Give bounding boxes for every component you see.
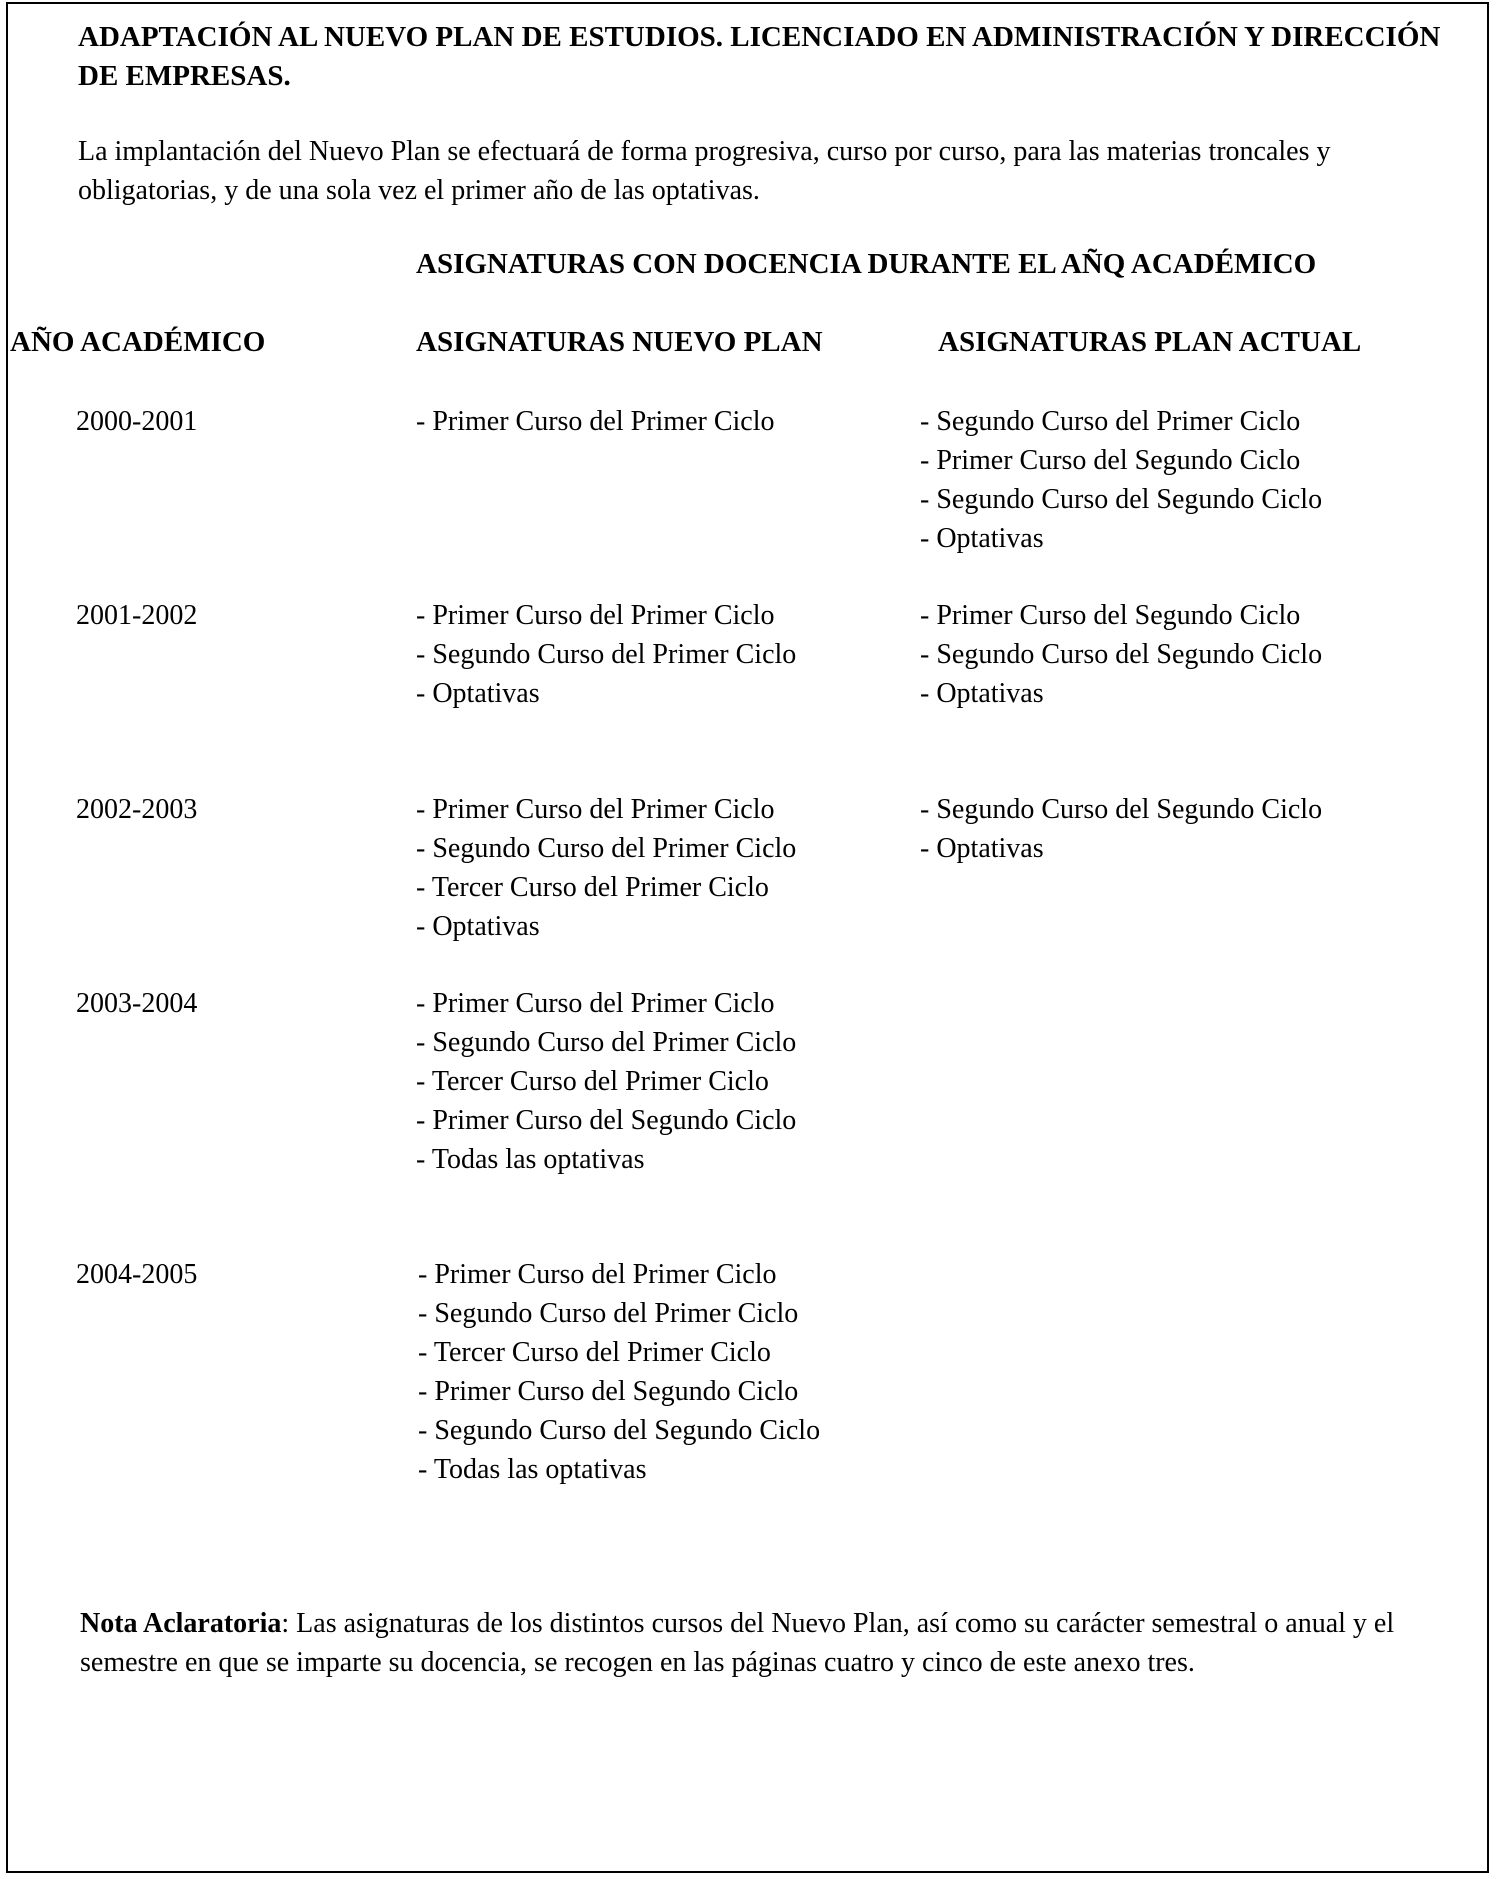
year-label: 2003-2004	[76, 988, 198, 1019]
list-item: - Optativas	[920, 678, 1044, 709]
note-label: Nota Aclaratoria	[80, 1608, 282, 1639]
document-frame	[6, 2, 1489, 1873]
list-item: - Segundo Curso del Primer Ciclo	[920, 406, 1301, 437]
list-item: - Segundo Curso del Segundo Ciclo	[920, 794, 1323, 825]
note-text: : Las asignaturas de los distintos cursos del Nuevo Plan, así como su carácter semestral o anual y el semestre en que se imparte su docencia, se recogen en las páginas cuatro y cinco de este anexo tres.	[80, 1608, 1395, 1678]
list-item: - Segundo Curso del Segundo Ciclo	[418, 1415, 821, 1446]
year-label: 2002-2003	[76, 794, 198, 825]
year-label: 2000-2001	[76, 406, 198, 437]
list-item: - Optativas	[920, 523, 1044, 554]
list-item: - Todas las optativas	[416, 1144, 645, 1175]
list-item: - Primer Curso del Segundo Ciclo	[920, 445, 1301, 476]
current-plan-list	[920, 402, 1322, 558]
list-item: - Primer Curso del Segundo Ciclo	[418, 1376, 799, 1407]
new-plan-list	[416, 402, 775, 441]
clarifying-note	[80, 1604, 1480, 1682]
new-plan-list	[416, 984, 796, 1179]
list-item: - Primer Curso del Primer Ciclo	[418, 1259, 777, 1290]
list-item: - Segundo Curso del Segundo Ciclo	[920, 639, 1323, 670]
list-item: - Todas las optativas	[418, 1454, 647, 1485]
list-item: - Primer Curso del Segundo Ciclo	[920, 600, 1301, 631]
list-item: - Primer Curso del Primer Ciclo	[416, 988, 775, 1019]
current-plan-column-header: ASIGNATURAS PLAN ACTUAL	[938, 326, 1362, 358]
list-item: - Segundo Curso del Segundo Ciclo	[920, 484, 1323, 515]
new-plan-list	[416, 596, 796, 713]
list-item: - Segundo Curso del Primer Ciclo	[418, 1298, 799, 1329]
intro-paragraph: La implantación del Nuevo Plan se efectuará de forma progresiva, curso por curso, para las materias troncales y obligatorias, y de una sola vez el primer año de las optativas.	[78, 136, 1331, 206]
list-item: - Segundo Curso del Primer Ciclo	[416, 639, 797, 670]
current-plan-list	[920, 596, 1322, 713]
list-item: - Optativas	[920, 833, 1044, 864]
year-column-header: AÑO ACADÉMICO	[10, 326, 266, 358]
year-label: 2004-2005	[76, 1259, 198, 1290]
list-item: - Primer Curso del Primer Ciclo	[416, 406, 775, 437]
span-header: ASIGNATURAS CON DOCENCIA DURANTE EL AÑQ ACADÉMICO	[416, 248, 1317, 280]
list-item: - Primer Curso del Segundo Ciclo	[416, 1105, 797, 1136]
list-item: - Primer Curso del Primer Ciclo	[416, 794, 775, 825]
list-item: - Optativas	[416, 678, 540, 709]
list-item: - Tercer Curso del Primer Ciclo	[416, 872, 769, 903]
year-label: 2001-2002	[76, 600, 198, 631]
list-item: - Primer Curso del Primer Ciclo	[416, 600, 775, 631]
new-plan-list	[416, 790, 796, 946]
new-plan-column-header: ASIGNATURAS NUEVO PLAN	[416, 326, 823, 358]
list-item: - Tercer Curso del Primer Ciclo	[418, 1337, 771, 1368]
list-item: - Segundo Curso del Primer Ciclo	[416, 833, 797, 864]
document-title: ADAPTACIÓN AL NUEVO PLAN DE ESTUDIOS. LICENCIADO EN ADMINISTRACIÓN Y DIRECCIÓN DE EMPRESAS.	[78, 21, 1441, 92]
new-plan-list	[418, 1255, 820, 1489]
list-item: - Segundo Curso del Primer Ciclo	[416, 1027, 797, 1058]
current-plan-list	[920, 790, 1322, 868]
list-item: - Optativas	[416, 911, 540, 942]
list-item: - Tercer Curso del Primer Ciclo	[416, 1066, 769, 1097]
